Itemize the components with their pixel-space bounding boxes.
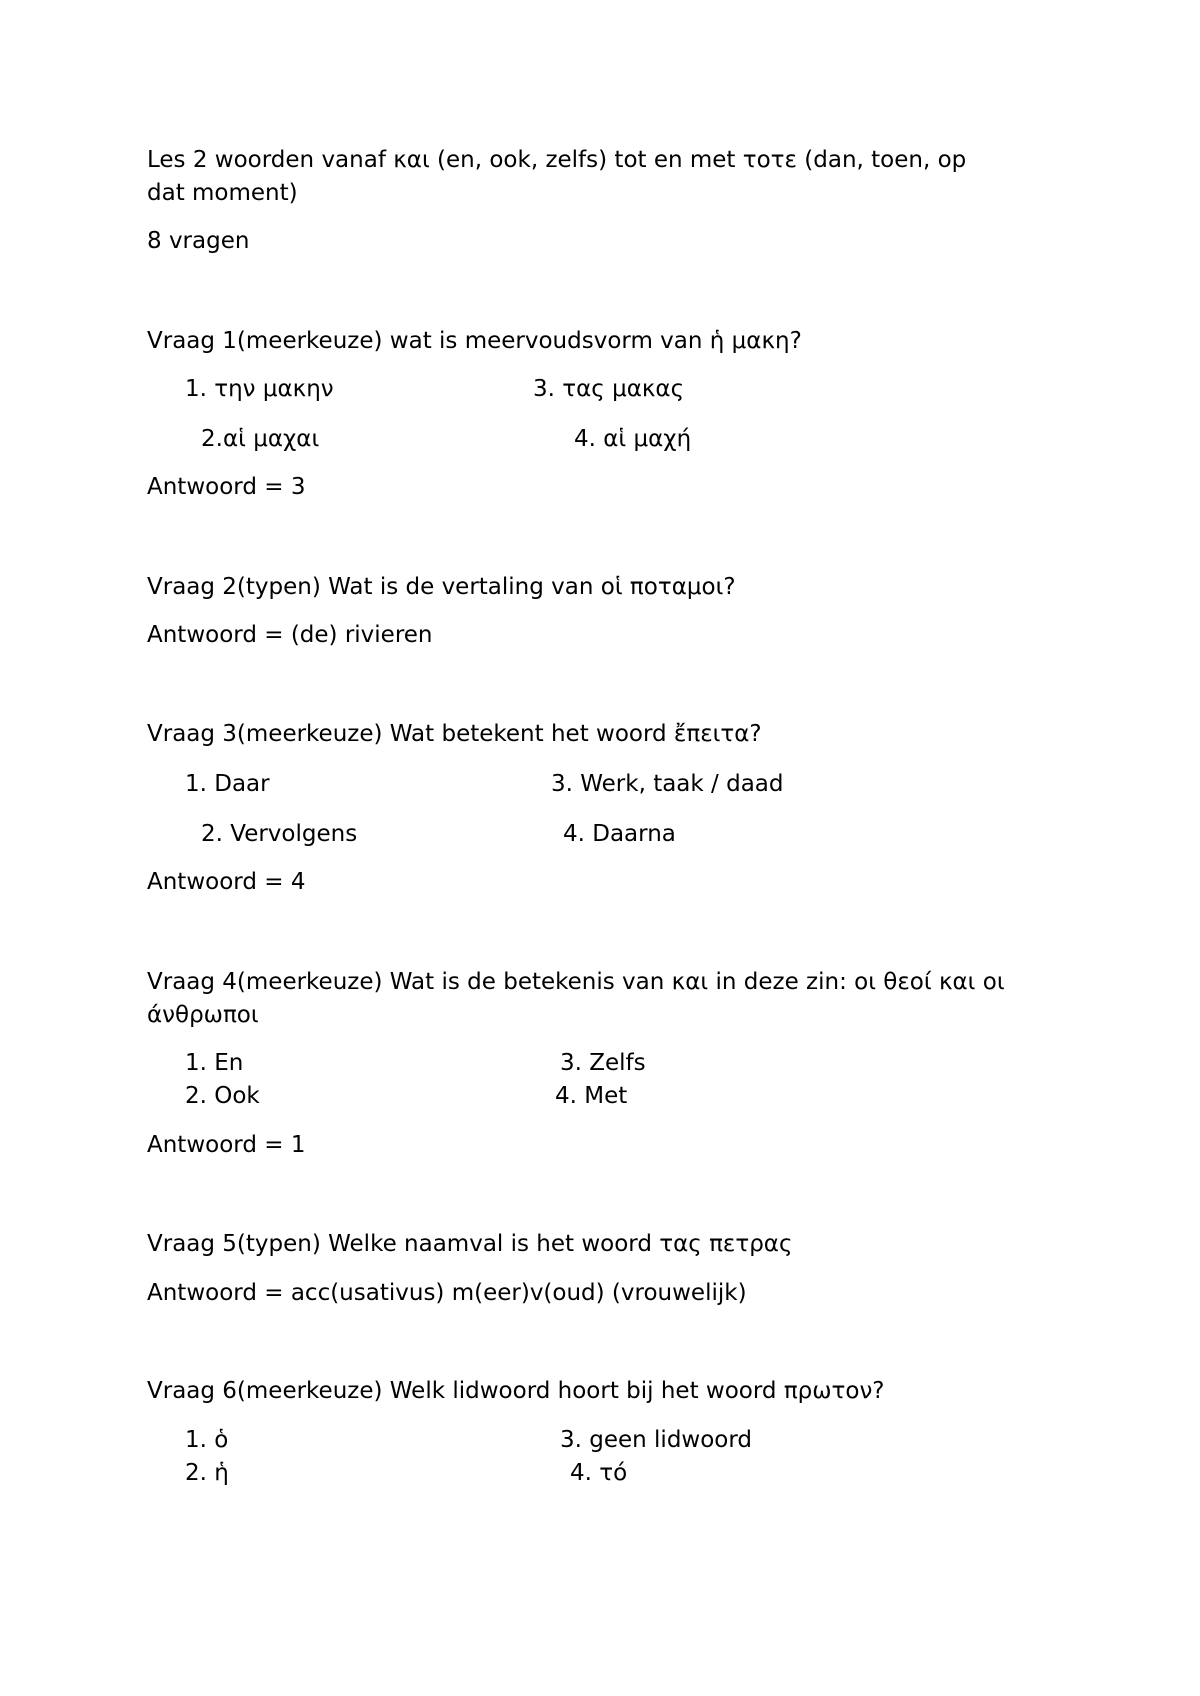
q2-answer: Antwoord = (de) rivieren	[147, 622, 433, 648]
question-6: Vraag 6(meerkeuze) Welk lidwoord hoort bij het woord πρωτον?	[147, 1378, 885, 1404]
question-4-line1: Vraag 4(meerkeuze) Wat is de betekenis van και in deze zin: οι θεοί και οι	[147, 969, 1005, 995]
question-5: Vraag 5(typen) Welke naamval is het woord τας πετρας	[147, 1231, 793, 1257]
q1-option-1: 1. την μακην	[185, 376, 334, 402]
q6-option-3: 3. geen lidwoord	[560, 1427, 753, 1453]
q6-option-2: 2. ἡ	[185, 1460, 229, 1486]
question-3: Vraag 3(meerkeuze) Wat betekent het woord ἔπειτα?	[147, 721, 762, 747]
q3-option-1: 1. Daar	[185, 771, 270, 797]
q3-option-4: 4. Daarna	[563, 821, 676, 847]
q1-option-3: 3. τας μακας	[533, 376, 685, 402]
q5-answer: Antwoord = acc(usativus) m(eer)v(oud) (vrouwelijk)	[147, 1280, 747, 1306]
question-1: Vraag 1(meerkeuze) wat is meervoudsvorm van ἡ μακη?	[147, 328, 802, 354]
q4-option-3: 3. Zelfs	[560, 1050, 646, 1076]
q1-option-4: 4. αἱ μαχή	[574, 426, 692, 452]
q6-option-4: 4. τό	[570, 1460, 628, 1486]
q4-answer: Antwoord = 1	[147, 1132, 306, 1158]
q4-option-4: 4. Met	[555, 1083, 628, 1109]
lesson-title-line1: Les 2 woorden vanaf και (en, ook, zelfs) tot en met τοτε (dan, toen, op	[147, 147, 967, 173]
q1-option-2: 2.αἱ μαχαι	[201, 426, 320, 452]
lesson-title-line2: dat moment)	[147, 180, 298, 206]
question-2: Vraag 2(typen) Wat is de vertaling van οἱ ποταμοι?	[147, 574, 736, 600]
q4-option-1: 1. En	[185, 1050, 244, 1076]
q1-answer: Antwoord = 3	[147, 474, 306, 500]
q3-answer: Antwoord = 4	[147, 869, 306, 895]
q4-option-2: 2. Ook	[185, 1083, 260, 1109]
q3-option-3: 3. Werk, taak / daad	[551, 771, 784, 797]
question-count: 8 vragen	[147, 228, 250, 254]
q6-option-1: 1. ὁ	[185, 1427, 229, 1453]
q3-option-2: 2. Vervolgens	[201, 821, 358, 847]
question-4-line2: άνθρωποι	[147, 1002, 259, 1028]
